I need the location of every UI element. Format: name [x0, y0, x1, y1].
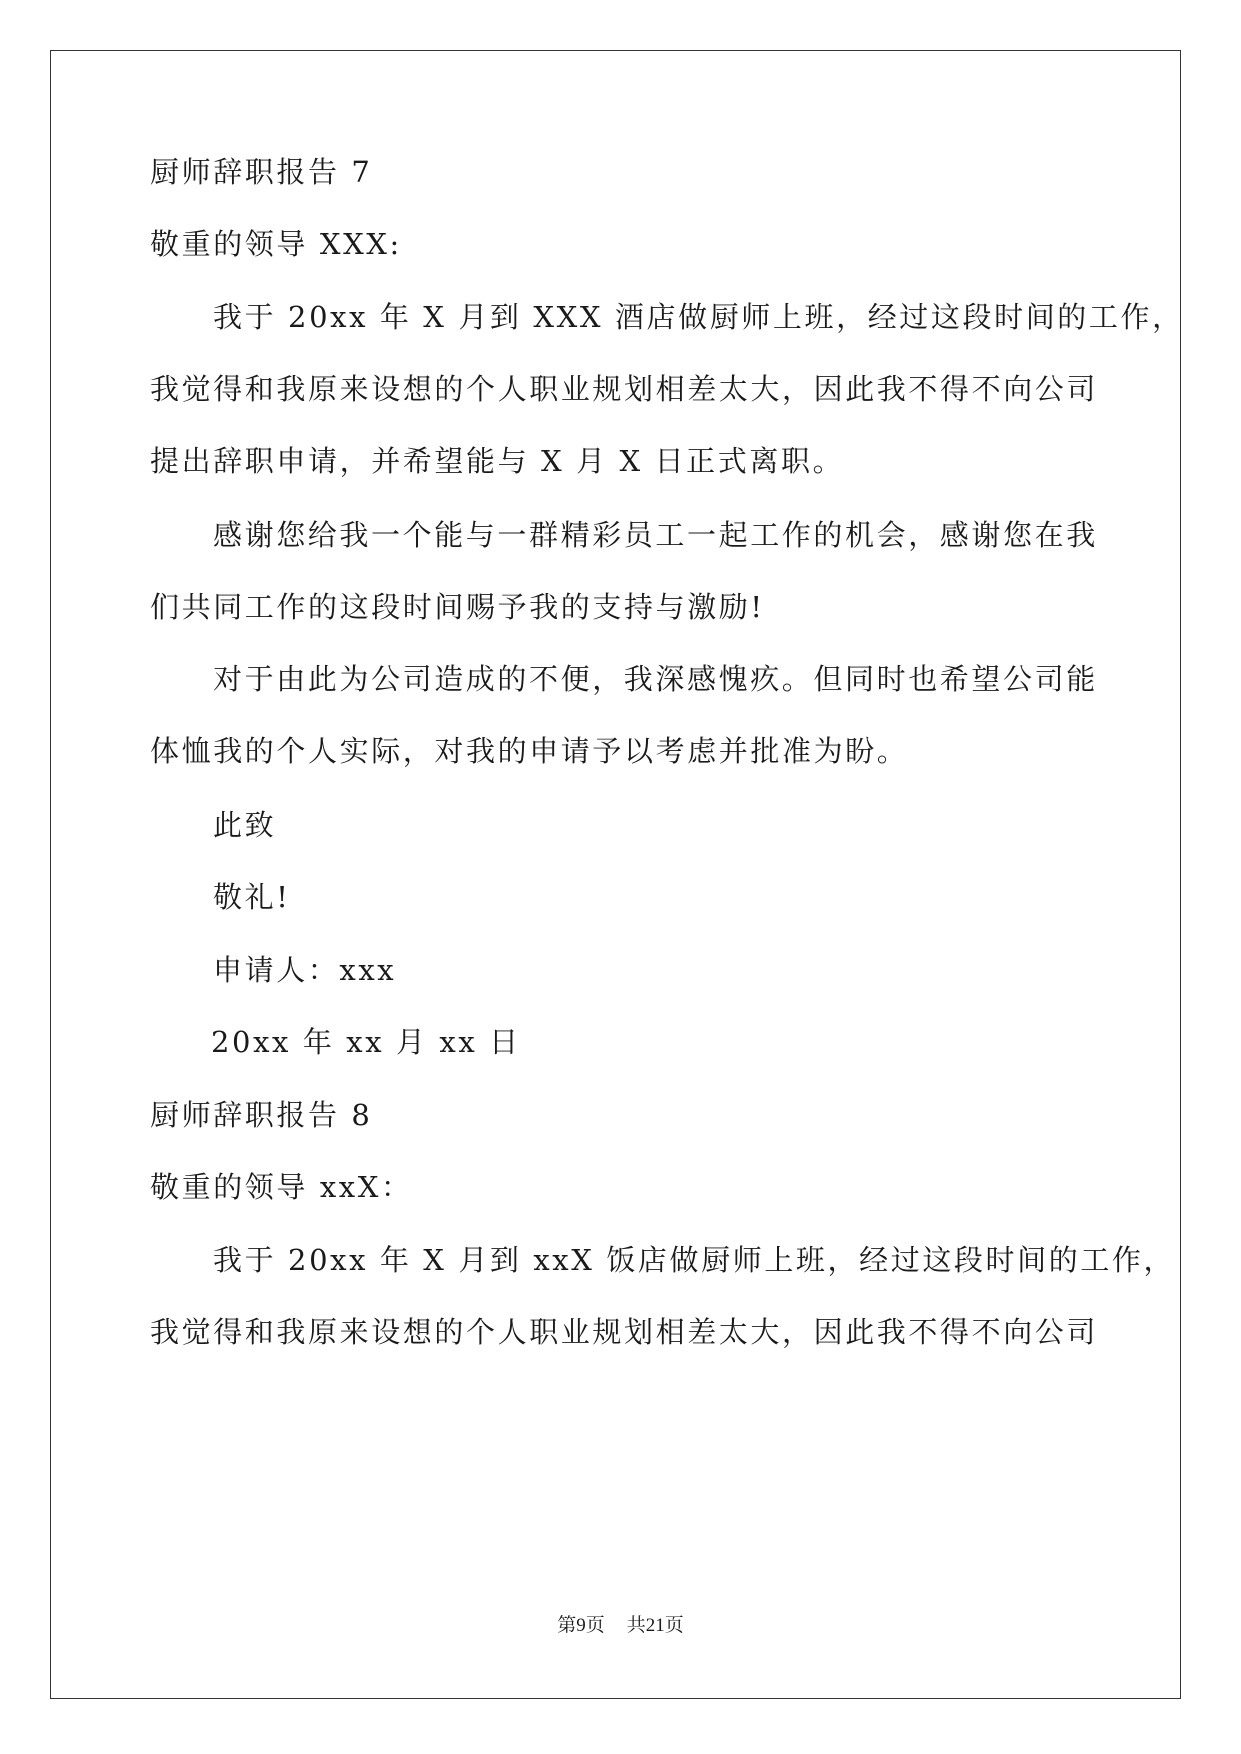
letter-8-paragraph-1-line-1: 我于 20xx 年 X 月到 xxX 饭店做厨师上班，经过这段时间的工作， — [213, 1243, 1176, 1277]
page-total-unit: 页 — [664, 1614, 684, 1636]
letter-8-title: 厨师辞职报告 8 — [150, 1098, 373, 1132]
letter-7-paragraph-2-line-1: 感谢您给我一个能与一群精彩员工一起工作的机会，感谢您在我 — [213, 518, 1098, 552]
letter-8-salutation: 敬重的领导 xxX： — [150, 1170, 413, 1204]
letter-7-paragraph-3-line-1: 对于由此为公司造成的不便，我深感愧疚。但同时也希望公司能 — [213, 662, 1098, 696]
letter-7-applicant: 申请人：xxx — [213, 953, 397, 987]
letter-7-paragraph-2-line-2: 们共同工作的这段时间赐予我的支持与激励! — [150, 590, 765, 624]
page-number-prefix: 第 — [557, 1614, 577, 1636]
letter-7-salutation: 敬重的领导 XXX: — [150, 227, 402, 261]
letter-8-paragraph-1-line-2: 我觉得和我原来设想的个人职业规划相差太大，因此我不得不向公司 — [150, 1315, 1099, 1349]
letter-7-date: 20xx 年 xx 月 xx 日 — [211, 1025, 521, 1059]
letter-7-title: 厨师辞职报告 7 — [150, 155, 373, 189]
page-number-current: 9 — [576, 1615, 586, 1636]
letter-7-paragraph-1-line-1: 我于 20xx 年 X 月到 XXX 酒店做厨师上班，经过这段时间的工作， — [213, 300, 1184, 334]
page-border — [50, 50, 1184, 1699]
page-footer — [0, 1613, 1241, 1638]
letter-7-closing-1: 此致 — [213, 808, 277, 842]
page-total-count: 21 — [645, 1615, 665, 1636]
page-number-unit: 页 — [585, 1614, 605, 1636]
letter-7-paragraph-1-line-2: 我觉得和我原来设想的个人职业规划相差太大，因此我不得不向公司 — [150, 372, 1099, 406]
page-total-prefix: 共 — [626, 1614, 646, 1636]
letter-7-paragraph-1-line-3: 提出辞职申请，并希望能与 X 月 X 日正式离职。 — [150, 444, 845, 478]
letter-7-closing-2: 敬礼! — [213, 880, 291, 914]
letter-7-paragraph-3-line-2: 体恤我的个人实际，对我的申请予以考虑并批准为盼。 — [150, 734, 909, 768]
